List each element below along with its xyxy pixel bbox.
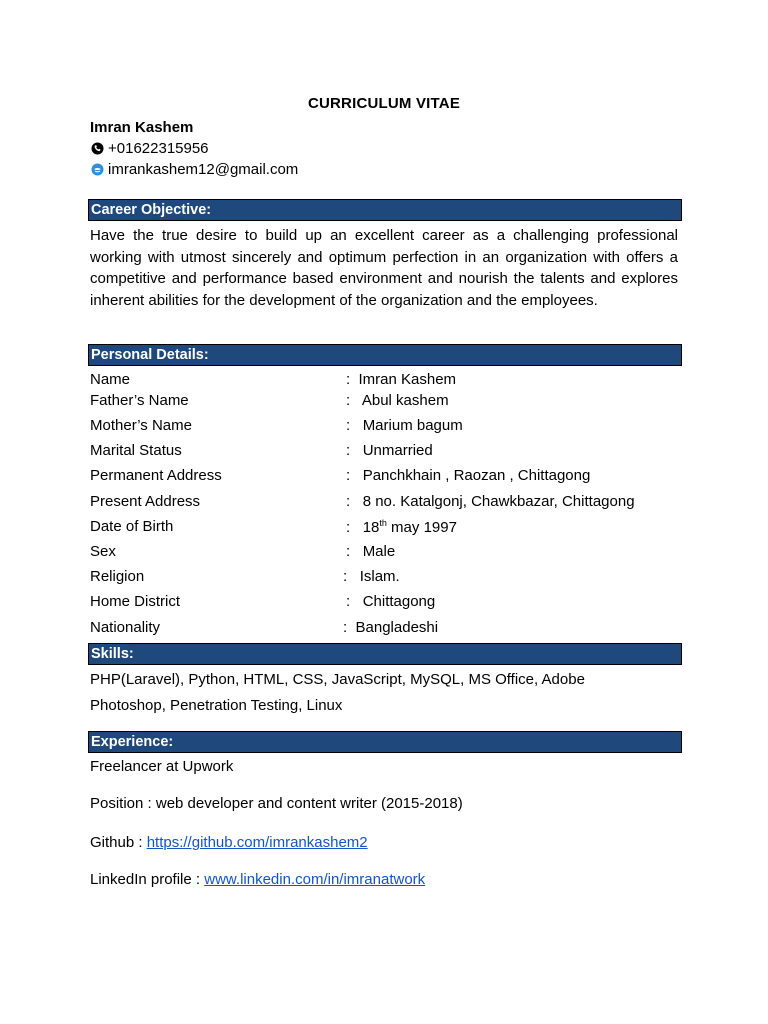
detail-value: : Islam. <box>343 568 400 585</box>
detail-value: : Male <box>346 543 396 560</box>
detail-label: Sex <box>90 543 116 560</box>
experience-header: Experience: <box>88 731 682 753</box>
linkedin-line <box>90 871 425 888</box>
detail-value: : 18th may 1997 <box>346 518 457 536</box>
detail-label: Permanent Address <box>90 467 222 484</box>
detail-label: Nationality <box>90 619 161 636</box>
detail-label: Home District <box>90 593 181 610</box>
skills-header: Skills: <box>88 643 682 665</box>
skills-text: PHP(Laravel), Python, HTML, CSS, JavaScript, MySQL, MS Office, Adobe Photoshop, Penetration Testing, Linux <box>90 671 585 714</box>
candidate-name: Imran Kashem <box>90 119 194 136</box>
detail-label: Father’s Name <box>90 392 189 409</box>
github-link[interactable]: https://github.com/imrankashem2 <box>146 834 368 851</box>
detail-label: Mother’s Name <box>90 417 192 434</box>
email-line <box>90 161 298 178</box>
experience-company: Freelancer at Upwork <box>90 758 234 775</box>
page-title: CURRICULUM VITAE <box>307 95 461 112</box>
email-address: imrankashem12@gmail.com <box>108 161 299 178</box>
detail-value: : Panchkhain , Raozan , Chittagong <box>346 467 591 484</box>
detail-label: Date of Birth <box>90 518 174 535</box>
phone-number: +01622315956 <box>108 140 209 157</box>
github-line <box>90 834 368 851</box>
detail-label: Marital Status <box>90 442 182 459</box>
detail-value: : Marium bagum <box>346 417 463 434</box>
detail-label: Present Address <box>90 493 201 510</box>
linkedin-link[interactable]: www.linkedin.com/in/imranatwork <box>204 871 426 888</box>
career-objective-text: Have the true desire to build up an excellent career as a challenging professional working with utmost sincerely and optimum perfection in an organization with offers a competitive and performance based environment and nourish the talents and explores inherent abilities for the development of the organization and the employees. <box>90 227 678 309</box>
detail-value: : Imran Kashem <box>346 371 457 388</box>
detail-label: Name <box>90 371 131 388</box>
career-objective-header: Career Objective: <box>88 199 682 221</box>
detail-value: : Abul kashem <box>346 392 449 409</box>
email-icon <box>90 163 104 177</box>
detail-value: : Bangladeshi <box>343 619 439 636</box>
phone-line <box>90 140 209 157</box>
detail-value: : Chittagong <box>346 593 436 610</box>
detail-label: Religion <box>90 568 145 585</box>
detail-value: : Unmarried <box>346 442 433 459</box>
experience-position: Position : web developer and content writer (2015-2018) <box>90 795 463 812</box>
detail-value: : 8 no. Katalgonj, Chawkbazar, Chittagong <box>346 493 635 510</box>
phone-icon <box>90 142 104 156</box>
github-label: Github : <box>90 834 147 851</box>
personal-details-header: Personal Details: <box>88 344 682 366</box>
linkedin-label: LinkedIn profile : <box>90 871 205 888</box>
